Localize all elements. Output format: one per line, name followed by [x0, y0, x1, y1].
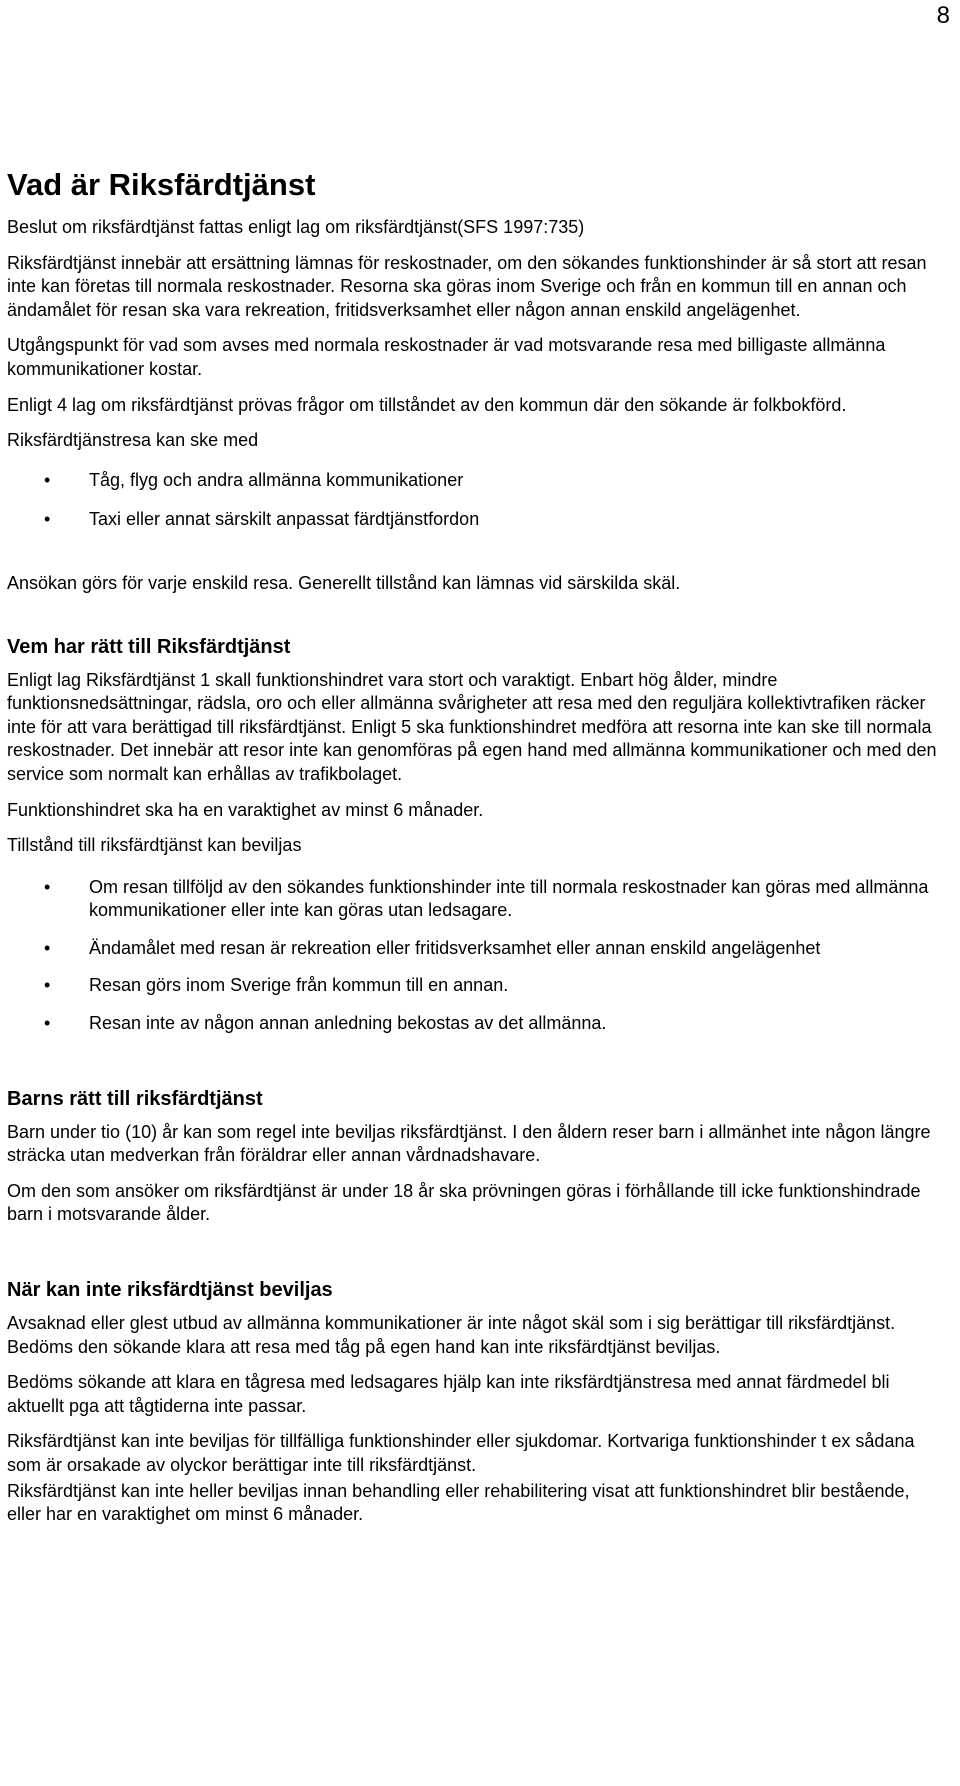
- bullet-icon: •: [44, 509, 51, 530]
- bullet-icon: •: [44, 975, 51, 996]
- bullet-icon: •: [44, 876, 51, 897]
- list-item: [7, 876, 937, 923]
- list-item: [7, 469, 937, 493]
- list-item: [7, 508, 937, 532]
- paragraph: Enligt 4 lag om riksfärdtjänst prövas frågor om tillståndet av den kommun där den sökande är folkbokförd.: [7, 394, 847, 415]
- section-barns-ratt: [7, 1086, 937, 1227]
- list-item-text: Resan inte av någon annan anledning bekostas av det allmänna.: [89, 1013, 607, 1034]
- list-item: [7, 974, 937, 998]
- paragraph: Barn under tio (10) år kan som regel inte beviljas riksfärdtjänst. I den åldern reser barn i allmänhet inte någon längre sträcka utan medverkan från föräldrar eller annan vårdnadshavare.: [7, 1121, 931, 1166]
- list-item-text: Ändamålet med resan är rekreation eller fritidsverksamhet eller annan enskild angelägenhet: [89, 937, 821, 958]
- bullet-icon: •: [44, 1013, 51, 1034]
- paragraph: Funktionshindret ska ha en varaktighet av minst 6 månader.: [7, 799, 484, 820]
- list-item: [7, 1012, 937, 1036]
- bullet-icon: •: [44, 469, 51, 490]
- paragraph: Avsaknad eller glest utbud av allmänna kommunikationer är inte något skäl som i sig berättigar till riksfärdtjänst. Bedöms den sökande klara att resa med tåg på egen hand kan inte riksfärdtjänst beviljas.: [7, 1313, 896, 1357]
- section-heading: Barns rätt till riksfärdtjänst: [7, 1087, 263, 1110]
- section-heading: När kan inte riksfärdtjänst beviljas: [7, 1279, 333, 1302]
- document-body: [7, 166, 937, 1539]
- paragraph: Ansökan görs för varje enskild resa. Generellt tillstånd kan lämnas vid särskilda skäl.: [7, 572, 681, 593]
- paragraph: Riksfärdtjänstresa kan ske med: [7, 430, 259, 451]
- section-nar-kan-inte: [7, 1277, 937, 1527]
- paragraph: Om den som ansöker om riksfärdtjänst är under 18 år ska prövningen göras i förhållande till icke funktionshindrade barn i motsvarande ålder.: [7, 1180, 921, 1225]
- list-item-text: Taxi eller annat särskilt anpassat färdtjänstfordon: [89, 509, 480, 530]
- list-item-text: Om resan tillföljd av den sökandes funktionshinder inte till normala reskostnader kan göras med allmänna kommunikationer eller inte kan göras utan ledsagare.: [89, 876, 929, 921]
- paragraph: Bedöms sökande att klara en tågresa med ledsagares hjälp kan inte riksfärdtjänstresa med annat färdmedel bli aktuellt pga att tågtiderna inte passar.: [7, 1372, 890, 1416]
- bullet-list: [7, 876, 937, 1036]
- paragraph: Tillstånd till riksfärdtjänst kan beviljas: [7, 835, 302, 856]
- section-heading: Vad är Riksfärdtjänst: [7, 167, 316, 202]
- page-number: 8: [936, 2, 950, 29]
- list-item: [7, 937, 937, 961]
- section-heading: Vem har rätt till Riksfärdtjänst: [7, 635, 291, 658]
- list-item-text: Tåg, flyg och andra allmänna kommunikationer: [89, 469, 464, 490]
- bullet-icon: •: [44, 937, 51, 958]
- section-vad-ar-riksfardtjanst: [7, 166, 937, 596]
- list-item-text: Resan görs inom Sverige från kommun till en annan.: [89, 975, 509, 996]
- paragraph: Utgångspunkt för vad som avses med normala reskostnader är vad motsvarande resa med billigaste allmänna kommunikationer kostar.: [7, 335, 886, 379]
- paragraph: Riksfärdtjänst innebär att ersättning lämnas för reskostnader, om den sökandes funktionshinder är så stort att resan inte kan företas till normala reskostnader. Resorna ska göras inom Sverige och från en kommun till en annan och ändamålet för resan ska vara rekreation, fritidsverksamhet eller någon annan enskild angelägenhet.: [7, 252, 927, 320]
- paragraph: Enligt lag Riksfärdtjänst 1 skall funktionshindret vara stort och varaktigt. Enbart hög ålder, mindre funktionsnedsättningar, rädsla, oro och eller allmänna svårigheter att resa med den reguljära kollektivtrafiken räcker inte för att vara berättigad till riksfärdtjänst. Enligt 5 ska funktionshindret medföra att resorna inte kan ske till normala reskostnader. Det innebär att resor inte kan genomföras på egen hand med allmänna kommunikationer och med den service som normalt kan erhållas av trafikbolaget.: [7, 669, 937, 784]
- bullet-list: [7, 469, 937, 532]
- paragraph: Beslut om riksfärdtjänst fattas enligt lag om riksfärdtjänst(SFS 1997:735): [7, 217, 585, 237]
- paragraph: Riksfärdtjänst kan inte heller beviljas innan behandling eller rehabilitering visat att funktionshindret blir bestående, eller har en varaktighet om minst 6 månader.: [7, 1480, 910, 1525]
- paragraph: Riksfärdtjänst kan inte beviljas för tillfälliga funktionshinder eller sjukdomar. Kortvariga funktionshinder t ex sådana som är orsakade av olyckor berättigar inte till riksfärdtjänst.: [7, 1431, 915, 1475]
- section-vem-har-ratt: [7, 634, 937, 1036]
